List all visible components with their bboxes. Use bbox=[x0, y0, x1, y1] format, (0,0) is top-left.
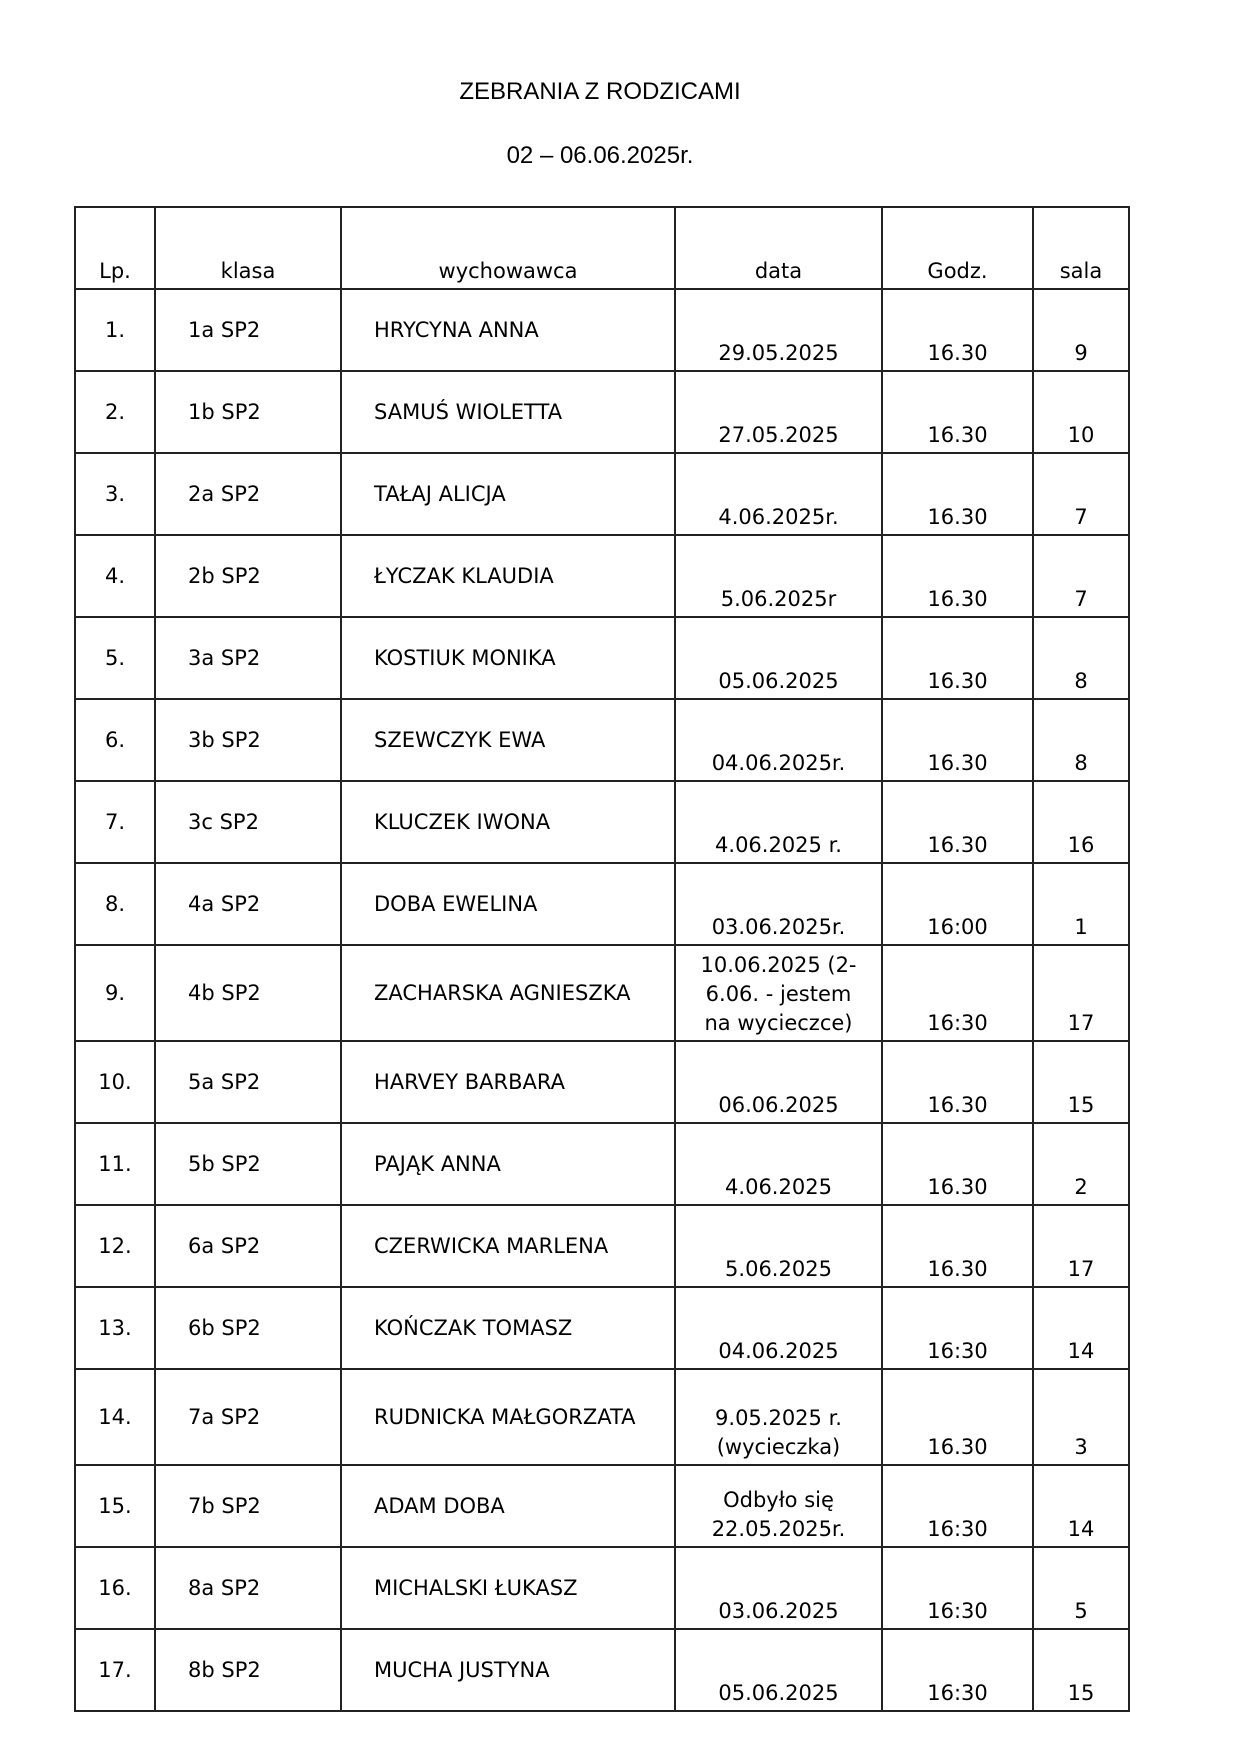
cell-data bbox=[675, 781, 882, 863]
cell-lp: 3. bbox=[75, 453, 155, 535]
header-lp: Lp. bbox=[75, 207, 155, 289]
cell-data-text: 29.05.2025 bbox=[718, 341, 839, 365]
header-data: data bbox=[675, 207, 882, 289]
cell-sala: 3 bbox=[1033, 1369, 1129, 1465]
cell-lp: 16. bbox=[75, 1547, 155, 1629]
cell-sala: 2 bbox=[1033, 1123, 1129, 1205]
cell-klasa: 8a SP2 bbox=[155, 1547, 341, 1629]
cell-data bbox=[675, 371, 882, 453]
cell-data-text: 4.06.2025r. bbox=[718, 505, 839, 529]
cell-data-text: 4.06.2025 bbox=[725, 1175, 832, 1199]
table-row bbox=[75, 1369, 1129, 1465]
cell-wychowawca: ZACHARSKA AGNIESZKA bbox=[341, 945, 675, 1041]
cell-sala: 7 bbox=[1033, 453, 1129, 535]
cell-wychowawca: MUCHA JUSTYNA bbox=[341, 1629, 675, 1711]
cell-wychowawca: CZERWICKA MARLENA bbox=[341, 1205, 675, 1287]
cell-data bbox=[675, 289, 882, 371]
cell-klasa: 6a SP2 bbox=[155, 1205, 341, 1287]
cell-data-text: Odbyło się 22.05.2025r. bbox=[711, 1488, 846, 1541]
cell-data bbox=[675, 453, 882, 535]
table-row bbox=[75, 945, 1129, 1041]
table-row bbox=[75, 1205, 1129, 1287]
cell-lp: 13. bbox=[75, 1287, 155, 1369]
cell-sala: 1 bbox=[1033, 863, 1129, 945]
cell-wychowawca: KLUCZEK IWONA bbox=[341, 781, 675, 863]
table-header-row bbox=[75, 207, 1129, 289]
cell-data-text: 05.06.2025 bbox=[718, 669, 839, 693]
cell-sala: 17 bbox=[1033, 1205, 1129, 1287]
cell-data bbox=[675, 1465, 882, 1547]
cell-sala: 16 bbox=[1033, 781, 1129, 863]
cell-lp: 2. bbox=[75, 371, 155, 453]
cell-data-text: 04.06.2025 bbox=[718, 1339, 839, 1363]
cell-data bbox=[675, 1041, 882, 1123]
cell-wychowawca: HARVEY BARBARA bbox=[341, 1041, 675, 1123]
cell-lp: 6. bbox=[75, 699, 155, 781]
cell-godz: 16.30 bbox=[882, 699, 1033, 781]
cell-godz: 16.30 bbox=[882, 453, 1033, 535]
cell-data bbox=[675, 1547, 882, 1629]
cell-data bbox=[675, 863, 882, 945]
cell-sala: 10 bbox=[1033, 371, 1129, 453]
table-row bbox=[75, 1123, 1129, 1205]
cell-data bbox=[675, 617, 882, 699]
cell-godz: 16.30 bbox=[882, 617, 1033, 699]
cell-lp: 11. bbox=[75, 1123, 155, 1205]
cell-data-text: 06.06.2025 bbox=[718, 1093, 839, 1117]
cell-sala: 15 bbox=[1033, 1041, 1129, 1123]
cell-data-text: 03.06.2025r. bbox=[711, 915, 846, 939]
cell-godz: 16.30 bbox=[882, 289, 1033, 371]
cell-wychowawca: SZEWCZYK EWA bbox=[341, 699, 675, 781]
table-row bbox=[75, 1041, 1129, 1123]
cell-lp: 15. bbox=[75, 1465, 155, 1547]
meetings-table bbox=[74, 206, 1130, 1712]
cell-klasa: 3a SP2 bbox=[155, 617, 341, 699]
cell-sala: 7 bbox=[1033, 535, 1129, 617]
header-wychowawca: wychowawca bbox=[341, 207, 675, 289]
cell-lp: 1. bbox=[75, 289, 155, 371]
table-row bbox=[75, 863, 1129, 945]
cell-sala: 9 bbox=[1033, 289, 1129, 371]
cell-wychowawca: PAJĄK ANNA bbox=[341, 1123, 675, 1205]
cell-data-text: 5.06.2025r bbox=[720, 587, 837, 611]
cell-godz: 16.30 bbox=[882, 1123, 1033, 1205]
cell-klasa: 1b SP2 bbox=[155, 371, 341, 453]
cell-lp: 9. bbox=[75, 945, 155, 1041]
cell-klasa: 3c SP2 bbox=[155, 781, 341, 863]
cell-godz: 16:30 bbox=[882, 1547, 1033, 1629]
table-row bbox=[75, 453, 1129, 535]
cell-godz: 16:30 bbox=[882, 1629, 1033, 1711]
cell-klasa: 2b SP2 bbox=[155, 535, 341, 617]
document-date-range: 02 – 06.06.2025r. bbox=[506, 142, 694, 169]
cell-lp: 5. bbox=[75, 617, 155, 699]
cell-data bbox=[675, 945, 882, 1041]
cell-godz: 16.30 bbox=[882, 1369, 1033, 1465]
cell-lp: 17. bbox=[75, 1629, 155, 1711]
table-row bbox=[75, 1629, 1129, 1711]
cell-lp: 10. bbox=[75, 1041, 155, 1123]
cell-wychowawca: SAMUŚ WIOLETTA bbox=[341, 371, 675, 453]
cell-wychowawca: HRYCYNA ANNA bbox=[341, 289, 675, 371]
table-row bbox=[75, 617, 1129, 699]
cell-data bbox=[675, 699, 882, 781]
cell-klasa: 8b SP2 bbox=[155, 1629, 341, 1711]
header-godz: Godz. bbox=[882, 207, 1033, 289]
document-title: ZEBRANIA Z RODZICAMI bbox=[459, 78, 741, 105]
cell-lp: 4. bbox=[75, 535, 155, 617]
cell-wychowawca: KOSTIUK MONIKA bbox=[341, 617, 675, 699]
cell-lp: 7. bbox=[75, 781, 155, 863]
cell-klasa: 2a SP2 bbox=[155, 453, 341, 535]
cell-godz: 16.30 bbox=[882, 1205, 1033, 1287]
cell-wychowawca: ADAM DOBA bbox=[341, 1465, 675, 1547]
cell-wychowawca: RUDNICKA MAŁGORZATA bbox=[341, 1369, 675, 1465]
cell-wychowawca: DOBA EWELINA bbox=[341, 863, 675, 945]
cell-data bbox=[675, 1629, 882, 1711]
cell-data-text: 5.06.2025 bbox=[725, 1257, 832, 1281]
cell-godz: 16.30 bbox=[882, 1041, 1033, 1123]
table-row bbox=[75, 781, 1129, 863]
cell-lp: 12. bbox=[75, 1205, 155, 1287]
cell-data bbox=[675, 1205, 882, 1287]
cell-sala: 15 bbox=[1033, 1629, 1129, 1711]
cell-sala: 8 bbox=[1033, 699, 1129, 781]
cell-data-text: 10.06.2025 (2-6.06. - jestem na wycieczce) bbox=[700, 953, 857, 1035]
cell-wychowawca: ŁYCZAK KLAUDIA bbox=[341, 535, 675, 617]
table-body bbox=[75, 289, 1129, 1711]
cell-sala: 17 bbox=[1033, 945, 1129, 1041]
header-sala: sala bbox=[1033, 207, 1129, 289]
cell-wychowawca: MICHALSKI ŁUKASZ bbox=[341, 1547, 675, 1629]
cell-sala: 14 bbox=[1033, 1287, 1129, 1369]
table-row bbox=[75, 289, 1129, 371]
cell-klasa: 4a SP2 bbox=[155, 863, 341, 945]
cell-data bbox=[675, 1369, 882, 1465]
cell-godz: 16:30 bbox=[882, 1287, 1033, 1369]
cell-godz: 16:00 bbox=[882, 863, 1033, 945]
cell-data-text: 9.05.2025 r. (wycieczka) bbox=[715, 1406, 842, 1459]
table-row bbox=[75, 535, 1129, 617]
cell-godz: 16:30 bbox=[882, 945, 1033, 1041]
cell-data bbox=[675, 535, 882, 617]
cell-lp: 14. bbox=[75, 1369, 155, 1465]
cell-klasa: 7b SP2 bbox=[155, 1465, 341, 1547]
table-row bbox=[75, 371, 1129, 453]
table-row bbox=[75, 1547, 1129, 1629]
cell-data-text: 27.05.2025 bbox=[718, 423, 839, 447]
cell-data bbox=[675, 1287, 882, 1369]
cell-godz: 16.30 bbox=[882, 371, 1033, 453]
cell-data-text: 05.06.2025 bbox=[718, 1681, 839, 1705]
cell-godz: 16:30 bbox=[882, 1465, 1033, 1547]
cell-klasa: 7a SP2 bbox=[155, 1369, 341, 1465]
cell-sala: 14 bbox=[1033, 1465, 1129, 1547]
header-klasa: klasa bbox=[155, 207, 341, 289]
cell-godz: 16.30 bbox=[882, 535, 1033, 617]
cell-data-text: 03.06.2025 bbox=[718, 1599, 839, 1623]
table-row bbox=[75, 699, 1129, 781]
cell-data bbox=[675, 1123, 882, 1205]
cell-godz: 16.30 bbox=[882, 781, 1033, 863]
cell-sala: 5 bbox=[1033, 1547, 1129, 1629]
cell-wychowawca: TAŁAJ ALICJA bbox=[341, 453, 675, 535]
table-row bbox=[75, 1287, 1129, 1369]
cell-data-text: 04.06.2025r. bbox=[711, 751, 846, 775]
cell-klasa: 5b SP2 bbox=[155, 1123, 341, 1205]
cell-klasa: 4b SP2 bbox=[155, 945, 341, 1041]
cell-lp: 8. bbox=[75, 863, 155, 945]
table-row bbox=[75, 1465, 1129, 1547]
cell-data-text: 4.06.2025 r. bbox=[715, 833, 842, 857]
cell-klasa: 3b SP2 bbox=[155, 699, 341, 781]
cell-klasa: 5a SP2 bbox=[155, 1041, 341, 1123]
cell-sala: 8 bbox=[1033, 617, 1129, 699]
cell-klasa: 1a SP2 bbox=[155, 289, 341, 371]
cell-klasa: 6b SP2 bbox=[155, 1287, 341, 1369]
cell-wychowawca: KOŃCZAK TOMASZ bbox=[341, 1287, 675, 1369]
